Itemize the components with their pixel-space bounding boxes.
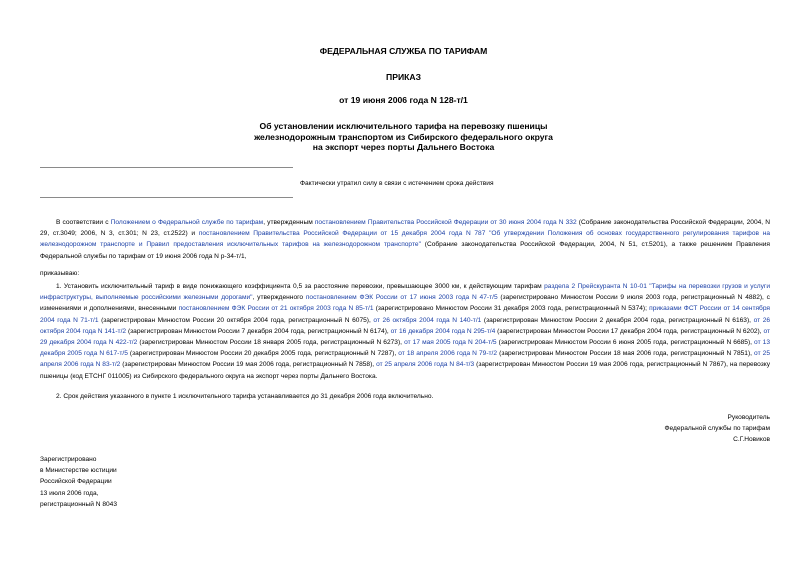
item-text: (зарегистрировано Минюстом России 9 июля 2003 года, регистрационный N 4882), с изменениями и дополнениями, внесенными (40, 294, 770, 313)
link-order-84[interactable]: от 25 апреля 2006 года N 84-т/3 (376, 361, 475, 369)
title-line: железнодорожным транспортом из Сибирского федерального округа (254, 131, 553, 142)
preamble-text: (Собрание законодательства Российской Федерации, 2004, N 51, ст.5201), а также решением Правления Федеральной службы по тарифам от 19 июня 2006 года N р-34-т/1, (40, 241, 770, 260)
link-price-list-section-2[interactable]: раздела 2 Прейскуранта N 10-01 "Тарифы на перевозки грузов и услуги инфраструктуры, выполняемые российскими железными дорогами" (40, 283, 771, 302)
divider (40, 197, 293, 198)
link-order-617[interactable]: от 13 декабря 2005 года N 617-т/5 (40, 339, 770, 358)
signature-block (665, 412, 771, 446)
agency-name: ФЕДЕРАЛЬНАЯ СЛУЖБА ПО ТАРИФАМ (319, 46, 488, 56)
link-order-204[interactable]: от 17 мая 2005 года N 204-т/5 (404, 339, 497, 347)
item-text: (зарегистрирован Минюстом России 18 мая 2006 года, регистрационный N 7851), (497, 350, 755, 358)
signature-organization: Федеральной службы по тарифам (664, 425, 770, 433)
registration-line: регистрационный N 8043 (40, 500, 118, 508)
link-government-decree-332[interactable]: постановлением Правительства Российской Федерации от 30 июня 2004 года N 332 (314, 219, 577, 226)
status-note: Фактически утратил силу в связи с истечением срока действия (300, 180, 494, 187)
divider (40, 167, 293, 168)
item-text: (зарегистрирован Минюстом России 6 июня 2005 года, регистрационный N 6685), (496, 339, 755, 347)
document-date-number: от 19 июня 2006 года N 128-т/1 (339, 95, 468, 105)
preamble-text: , утвержденным (263, 219, 315, 226)
document-title (180, 121, 627, 153)
preamble-text: В соответствии с (56, 219, 111, 226)
preamble-paragraph (40, 217, 770, 262)
link-order-79[interactable]: от 18 апреля 2006 года N 79-т/2 (398, 350, 498, 358)
preamble-text: (Собрание законодательства Российской Федерации, 2004, N 29, ст.3049; 2006, N 3, ст.301; N 23, ст.2522) и (40, 219, 771, 238)
order-word: приказываю: (40, 270, 80, 277)
registration-line: Зарегистрировано (40, 456, 97, 463)
link-fst-order-71[interactable]: приказами ФСТ России от 14 сентября 2004 года N 71-т/1 (40, 305, 770, 324)
link-order-295[interactable]: от 16 декабря 2004 года N 295-т/4 (390, 327, 496, 335)
item-text: (зарегистрирован Минюстом России 19 мая 2006 года, регистрационный N 7858), (120, 361, 377, 369)
item-text: (зарегистрирован Минюстом России 7 декабря 2004 года, регистрационный N 6174), (126, 327, 391, 335)
item-text: (зарегистрирован Минюстом России 18 января 2005 года, регистрационный N 6273), (137, 339, 405, 347)
link-fst-regulation[interactable]: Положением о Федеральной службе по тарифам (110, 219, 264, 226)
item-text: (зарегистрирован Минюстом России 2 декабря 2004 года, регистрационный N 6163), (481, 316, 754, 324)
registration-line: Российской Федерации (40, 478, 112, 486)
item-text: (зарегистрирован Минюстом России 20 декабря 2005 года, регистрационный N 7287), (127, 350, 399, 358)
registration-line: в Министерстве юстиции (40, 467, 117, 475)
link-order-141[interactable]: от 26 октября 2004 года N 141-т/2 (40, 316, 771, 335)
title-line: на экспорт через порты Дальнего Востока (312, 142, 495, 153)
item-text: (зарегистрирован Минюстом России 20 октября 2004 года, регистрационный N 6075), (98, 316, 374, 324)
item-1-paragraph (40, 281, 770, 382)
title-line: Об установлении исключительного тарифа на перевозку пшеницы (259, 121, 548, 131)
item-text: (зарегистрирован Минюстом России 19 мая 2006 года, регистрационный N 7867), на перевозку пшеницы (код ЕТСНГ 011005) из Сибирского федерального округа на экспорт через порты Дальнего Востока. (40, 361, 771, 380)
link-fek-decree-85[interactable]: постановлением ФЭК России от 21 октября 2003 года N 85-т/1 (178, 305, 374, 313)
registration-line: 13 июля 2006 года, (40, 489, 99, 497)
item-2-paragraph: 2. Срок действия указанного в пункте 1 исключительного тарифа устанавливается до 31 декабря 2006 года включительно. (56, 393, 434, 400)
document-type: ПРИКАЗ (386, 72, 421, 82)
signature-name: С.Г.Новиков (733, 436, 770, 444)
link-fek-decree-47[interactable]: постановлением ФЭК России от 17 июня 2003 года N 47-т/5 (305, 294, 498, 302)
link-order-422[interactable]: от 29 декабря 2004 года N 422-т/2 (40, 327, 771, 347)
link-government-decree-787[interactable]: постановлением Правительства Российской Федерации от 15 декабря 2004 года N 787 "Об утверждении Положения об основах государственного регулирования тарифов на железнодорожном транспорте и Правил предоставления исключительных тарифов на железнодорожном транспорте" (40, 230, 770, 249)
item-text: (зарегистрирован Минюстом России 17 декабря 2004 года, регистрационный N 6202), (495, 327, 764, 335)
item-text: (зарегистрировано Минюстом России 31 декабря 2003 года, регистрационный N 5374); (373, 305, 650, 313)
link-order-83[interactable]: от 25 апреля 2006 года N 83-т/2 (40, 350, 770, 369)
link-order-140[interactable]: от 26 октября 2004 года N 140-т/1 (373, 316, 482, 324)
item-text: , утвержденного (252, 294, 306, 302)
registration-block (40, 454, 117, 510)
item-text: 1. Установить исключительный тариф в виде понижающего коэффициента 0,5 за расстояние перевозки, превышающее 3000 км, к действующим тарифам (56, 283, 545, 290)
signature-position: Руководитель (727, 414, 770, 421)
